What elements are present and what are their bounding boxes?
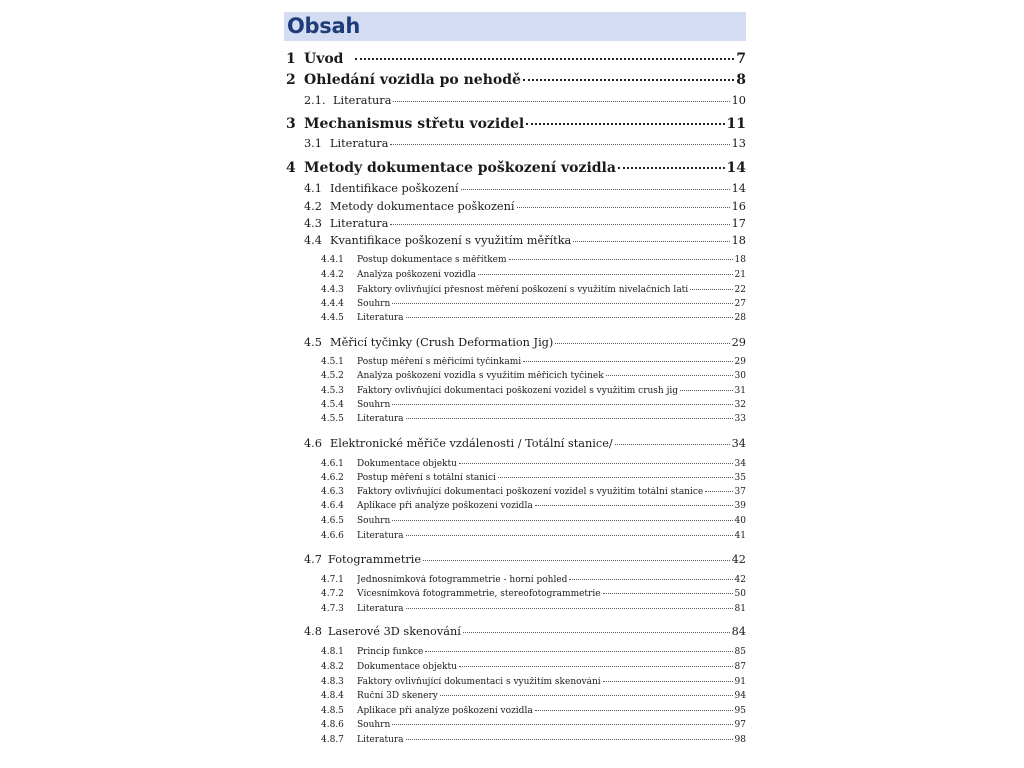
toc-entry-page: 11 [726, 116, 746, 132]
toc-entry[interactable] [304, 94, 746, 107]
toc-entry-title: Faktory ovlivňující dokumentaci s využitím skenování [357, 677, 601, 687]
toc-entry-page: 14 [726, 160, 746, 176]
toc-entry-title: Faktory ovlivňující dokumentaci poškození vozidel s využitím crush jig [357, 386, 678, 396]
dot-leader [569, 579, 732, 580]
toc-entry-number: 4.6.4 [321, 501, 344, 511]
toc-header-bar [284, 12, 746, 41]
dot-leader [390, 224, 729, 225]
toc-entry-page: 29 [731, 336, 746, 349]
toc-entry-title: Analýza poškození vozidla [357, 270, 476, 280]
toc-entry[interactable] [321, 357, 746, 367]
toc-entry[interactable] [321, 677, 746, 687]
toc-entry-number: 4.2 [304, 200, 322, 213]
toc-entry-number: 4.8.1 [321, 647, 344, 657]
toc-entry-title: Jednosnímková fotogrammetrie - horní pohled [357, 575, 568, 585]
toc-entry[interactable] [321, 270, 746, 280]
dot-leader [555, 343, 729, 344]
toc-entry-page: 35 [734, 473, 746, 483]
toc-entry-page: 33 [734, 414, 746, 424]
toc-entry-title: Ohledání vozidla po nehodě [304, 72, 521, 88]
toc-entry[interactable] [321, 386, 746, 396]
toc-entry-title: Souhrn [357, 299, 391, 309]
dot-leader [355, 58, 734, 60]
toc-entry-number: 4.7.2 [321, 589, 344, 599]
toc-entry-number: 1 [286, 51, 296, 67]
toc-entry[interactable] [321, 575, 746, 585]
dot-leader [573, 241, 729, 242]
toc-entry[interactable] [321, 400, 746, 410]
toc-entry-number: 4.6.5 [321, 516, 344, 526]
toc-entry-page: 27 [734, 299, 746, 309]
toc-entry-title: Úvod [304, 51, 344, 67]
toc-entry-number: 3 [286, 116, 296, 132]
toc-entry-page: 34 [731, 437, 746, 450]
toc-entry-number: 4.5.3 [321, 386, 344, 396]
toc-entry-title: Postup dokumentace s měřítkem [357, 255, 507, 265]
toc-entry-number: 4.5.2 [321, 371, 344, 381]
dot-leader [459, 463, 733, 464]
toc-entry[interactable] [286, 51, 746, 67]
toc-entry[interactable] [321, 691, 746, 701]
toc-entry-title: Literatura [357, 604, 404, 614]
toc-entry-title: Literatura [330, 217, 389, 230]
toc-entry-title: Aplikace při analýze poškození vozidla [357, 501, 533, 511]
dot-leader [603, 593, 733, 594]
toc-entry-title: Postup měření s měřicími tyčinkami [357, 357, 522, 367]
toc-entry-title: Postup měření s totální stanicí [357, 473, 496, 483]
dot-leader [523, 361, 732, 362]
dot-leader [406, 317, 733, 318]
toc-entry-number: 4 [286, 160, 296, 176]
dot-leader [459, 666, 733, 667]
toc-entry-number: 4.5 [304, 336, 322, 349]
toc-entry-title: Souhrn [357, 400, 391, 410]
dot-leader [478, 274, 733, 275]
toc-entry-number: 4.8.5 [321, 706, 344, 716]
toc-entry-title: Dokumentace objektu [357, 459, 457, 469]
toc-entry[interactable] [321, 662, 746, 672]
toc-entry-number: 4.6.6 [321, 531, 344, 541]
toc-entry-page: 30 [734, 371, 746, 381]
toc-entry-page: 87 [734, 662, 746, 672]
toc-entry-number: 4.5.1 [321, 357, 344, 367]
toc-entry-page: 7 [736, 51, 746, 67]
toc-entry-title: Elektronické měřiče vzdálenosti / Totální stanice/ [330, 437, 613, 450]
toc-entry[interactable] [321, 285, 746, 295]
toc-entry-title: Ruční 3D skenery [357, 691, 438, 701]
dot-leader [606, 375, 733, 376]
toc-entry-page: 16 [731, 200, 746, 213]
toc-entry-page: 17 [731, 217, 746, 230]
toc-entry-number: 4.1 [304, 182, 322, 195]
dot-leader [406, 418, 733, 419]
dot-leader [535, 505, 733, 506]
toc-entry[interactable] [321, 531, 746, 541]
dot-leader [463, 632, 730, 633]
dot-leader [523, 79, 734, 81]
toc-entry[interactable] [304, 437, 746, 450]
toc-entry-number: 4.8.6 [321, 720, 344, 730]
dot-leader [406, 535, 733, 536]
toc-entry-page: 10 [731, 94, 746, 107]
toc-entry-title: Analýza poškození vozidla s využitím měřicích tyčinek [357, 371, 604, 381]
toc-entry-title: Vícesnímková fotogrammetrie, stereofotogrammetrie [357, 589, 601, 599]
toc-entry[interactable] [321, 299, 746, 309]
toc-entry-page: 18 [731, 234, 746, 247]
dot-leader [705, 491, 732, 492]
toc-entry-page: 50 [734, 589, 746, 599]
toc-entry-number: 4.5.4 [321, 400, 344, 410]
dot-leader [406, 739, 733, 740]
toc-entry-number: 4.8.4 [321, 691, 344, 701]
dot-leader [425, 651, 732, 652]
toc-entry-page: 18 [734, 255, 746, 265]
toc-entry-page: 8 [736, 72, 746, 88]
toc-entry-page: 98 [734, 735, 746, 745]
toc-entry-number: 4.6.3 [321, 487, 344, 497]
toc-entry-title: Literatura [330, 137, 389, 150]
toc-entry-number: 4.3 [304, 217, 322, 230]
toc-entry[interactable] [321, 371, 746, 381]
toc-entry-page: 34 [734, 459, 746, 469]
toc-entry-number: 4.8.2 [321, 662, 344, 672]
toc-entry-number: 4.4.1 [321, 255, 344, 265]
toc-entry-number: 3.1 [304, 137, 322, 150]
toc-entry-title: Měřicí tyčinky (Crush Deformation Jig) [330, 336, 554, 349]
toc-entry[interactable] [304, 336, 746, 349]
dot-leader [392, 520, 732, 521]
toc-entry[interactable] [321, 604, 746, 614]
toc-entry[interactable] [321, 501, 746, 511]
toc-entry[interactable] [304, 182, 746, 195]
toc-entry-number: 4.4.2 [321, 270, 344, 280]
toc-entry-title: Literatura [357, 414, 404, 424]
toc-entry-title: Aplikace při analýze poškození vozidla [357, 706, 533, 716]
dot-leader [392, 404, 732, 405]
toc-entry-page: 28 [734, 313, 746, 323]
toc-entry-title: Dokumentace objektu [357, 662, 457, 672]
toc-entry[interactable] [321, 473, 746, 483]
toc-entry-page: 31 [734, 386, 746, 396]
dot-leader [393, 101, 729, 102]
toc-entry-title: Metody dokumentace poškození vozidla [304, 160, 616, 176]
toc-entry-title: Metody dokumentace poškození [330, 200, 515, 213]
dot-leader [390, 144, 729, 145]
toc-entry-page: 22 [734, 285, 746, 295]
dot-leader [440, 695, 733, 696]
toc-entry-page: 85 [734, 647, 746, 657]
toc-title: Obsah [287, 14, 361, 38]
toc-entry-page: 84 [731, 625, 746, 638]
toc-entry-page: 94 [734, 691, 746, 701]
toc-entry[interactable] [321, 459, 746, 469]
dot-leader [517, 207, 730, 208]
toc-entry-title: Souhrn [357, 516, 391, 526]
toc-entry-title: Princip funkce [357, 647, 424, 657]
toc-entry[interactable] [304, 234, 746, 247]
dot-leader [423, 560, 730, 561]
dot-leader [615, 444, 730, 445]
toc-entry-number: 2.1. [304, 94, 326, 107]
toc-entry-number: 4.6.2 [321, 473, 344, 483]
toc-entry-title: Kvantifikace poškození s využitím měřítka [330, 234, 572, 247]
dot-leader [406, 608, 733, 609]
toc-entry[interactable] [321, 487, 746, 497]
dot-leader [509, 259, 733, 260]
toc-entry[interactable] [321, 255, 746, 265]
toc-entry-page: 81 [734, 604, 746, 614]
toc-entry-page: 32 [734, 400, 746, 410]
toc-entry-number: 4.4.5 [321, 313, 344, 323]
dot-leader [603, 681, 733, 682]
toc-entry-page: 37 [734, 487, 746, 497]
toc-entry-number: 4.8.3 [321, 677, 344, 687]
toc-entry[interactable] [304, 553, 746, 566]
dot-leader [680, 390, 733, 391]
toc-entry-page: 41 [734, 531, 746, 541]
toc-entry-title: Faktory ovlivňující dokumentaci poškození vozidel s využitím totální stanice [357, 487, 704, 497]
toc-entry-page: 39 [734, 501, 746, 511]
toc-entry-number: 4.4.4 [321, 299, 344, 309]
toc-entry-title: Faktory ovlivňující přesnost měření poškození s využitím nivelačních latí [357, 285, 689, 295]
toc-entry-number: 4.6 [304, 437, 322, 450]
toc-entry-page: 21 [734, 270, 746, 280]
dot-leader [392, 724, 732, 725]
toc-entry[interactable] [321, 589, 746, 599]
dot-leader [690, 289, 732, 290]
toc-entry-title: Literatura [333, 94, 392, 107]
toc-entry-number: 4.7 [304, 553, 322, 566]
toc-entry-page: 14 [731, 182, 746, 195]
toc-entry[interactable] [321, 720, 746, 730]
toc-entry[interactable] [321, 647, 746, 657]
toc-entry-page: 42 [734, 575, 746, 585]
toc-entry-title: Literatura [357, 313, 404, 323]
toc-entry[interactable] [304, 625, 746, 638]
toc-entry-number: 4.8.7 [321, 735, 344, 745]
dot-leader [535, 710, 733, 711]
toc-entry-number: 2 [286, 72, 296, 88]
dot-leader [461, 189, 730, 190]
toc-entry[interactable] [286, 160, 746, 176]
toc-entry-page: 42 [731, 553, 746, 566]
dot-leader [498, 477, 733, 478]
toc-entry-page: 13 [731, 137, 746, 150]
dot-leader [618, 167, 725, 169]
toc-entry-number: 4.5.5 [321, 414, 344, 424]
toc-entry[interactable] [321, 706, 746, 716]
toc-entry-number: 4.8 [304, 625, 322, 638]
toc-entry-page: 95 [734, 706, 746, 716]
toc-entry[interactable] [304, 217, 746, 230]
toc-entry-title: Literatura [357, 531, 404, 541]
toc-entry-title: Laserové 3D skenování [328, 625, 461, 638]
toc-entry[interactable] [304, 137, 746, 150]
toc-entry-title: Mechanismus střetu vozidel [304, 116, 525, 132]
toc-entry-number: 4.4 [304, 234, 322, 247]
toc-entry-page: 40 [734, 516, 746, 526]
toc-entry-title: Literatura [357, 735, 404, 745]
toc-entry-title: Souhrn [357, 720, 391, 730]
toc-entry[interactable] [286, 72, 746, 88]
dot-leader [392, 303, 732, 304]
toc-entry-page: 97 [734, 720, 746, 730]
toc-entry-number: 4.7.3 [321, 604, 344, 614]
toc-entry[interactable] [286, 116, 746, 132]
toc-entry-page: 91 [734, 677, 746, 687]
toc-entry[interactable] [321, 516, 746, 526]
toc-entry-page: 29 [734, 357, 746, 367]
toc-entry[interactable] [321, 735, 746, 745]
toc-entry-title: Fotogrammetrie [328, 553, 422, 566]
toc-entry[interactable] [304, 200, 746, 213]
toc-entry-title: Identifikace poškození [330, 182, 459, 195]
toc-entry[interactable] [321, 313, 746, 323]
toc-entry-number: 4.7.1 [321, 575, 344, 585]
dot-leader [526, 123, 724, 125]
toc-entry-number: 4.6.1 [321, 459, 344, 469]
toc-entry[interactable] [321, 414, 746, 424]
toc-entry-number: 4.4.3 [321, 285, 344, 295]
